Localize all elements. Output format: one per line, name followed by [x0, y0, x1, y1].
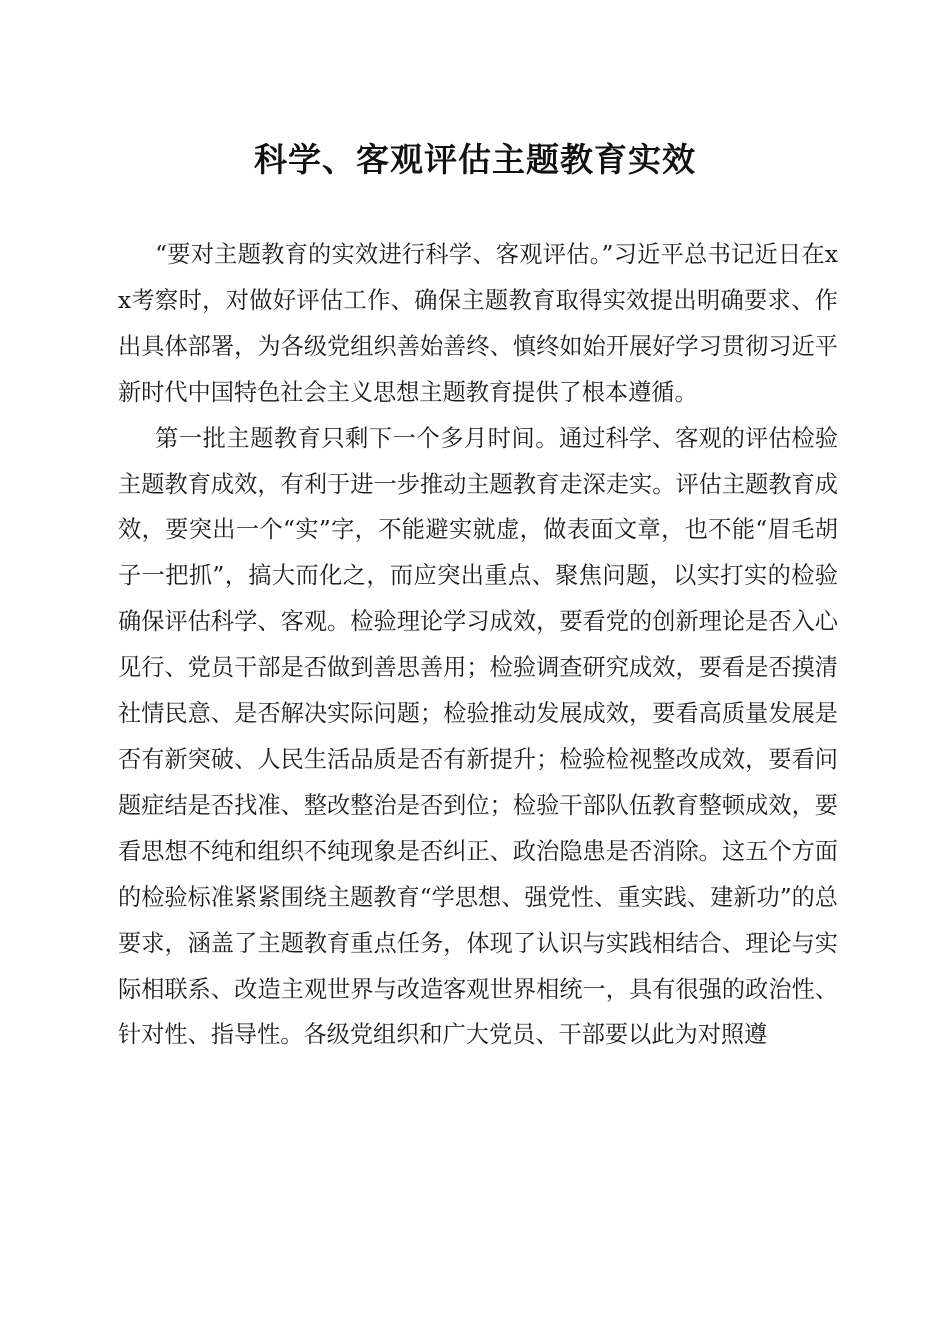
paragraph-1-text: “要对主题教育的实效进行科学、客观评估。”习近平总书记近日在xx考察时，对做好评估工作、确保主题教育取得实效提出明确要求、作出具体部署，为各级党组织善始善终、慎终如始开展好学习贯彻习近平新时代中国特色社会主义思想主题教育提供了根本遵循。 — [118, 241, 838, 406]
paragraph-1 — [118, 232, 838, 416]
document-body — [118, 232, 838, 1058]
paragraph-2 — [118, 416, 838, 1059]
paragraph-2-text: 通过科学、客观的评估检验主题教育成效，有利于进一步推动主题教育走深走实。评估主题教育成效，要突出一个“实”字，不能避实就虚，做表面文章，也不能“眉毛胡子一把抓”，搞大而化之，而应突出重点、聚焦问题，以实打实的检验确保评估科学、客观。检验理论学习成效，要看党的创新理论是否入心见行、党员干部是否做到善思善用；检验调查研究成效，要看是否摸清社情民意、是否解决实际问题；检验推动发展成效，要看高质量发展是否有新突破、人民生活品质是否有新提升；检验检视整改成效，要看问题症结是否找准、整改整治是否到位；检验干部队伍教育整顿成效，要看思想不纯和组织不纯现象是否纠正、政治隐患是否消除。这五个方面的检验标准紧紧围绕主题教育“学思想、强党性、重实践、建新功”的总要求，涵盖了主题教育重点任务，体现了认识与实践相结合、理论与实际相联系、改造主观世界与改造客观世界相统一，具有很强的政治性、针对性、指导性。各级党组织和广大党员、干部要以此为对照遵 — [118, 424, 839, 1049]
paragraph-2-lead: 第一批主题教育只剩下一个多月时间。 — [155, 424, 559, 452]
document-title: 科学、客观评估主题教育实效 — [254, 140, 696, 179]
